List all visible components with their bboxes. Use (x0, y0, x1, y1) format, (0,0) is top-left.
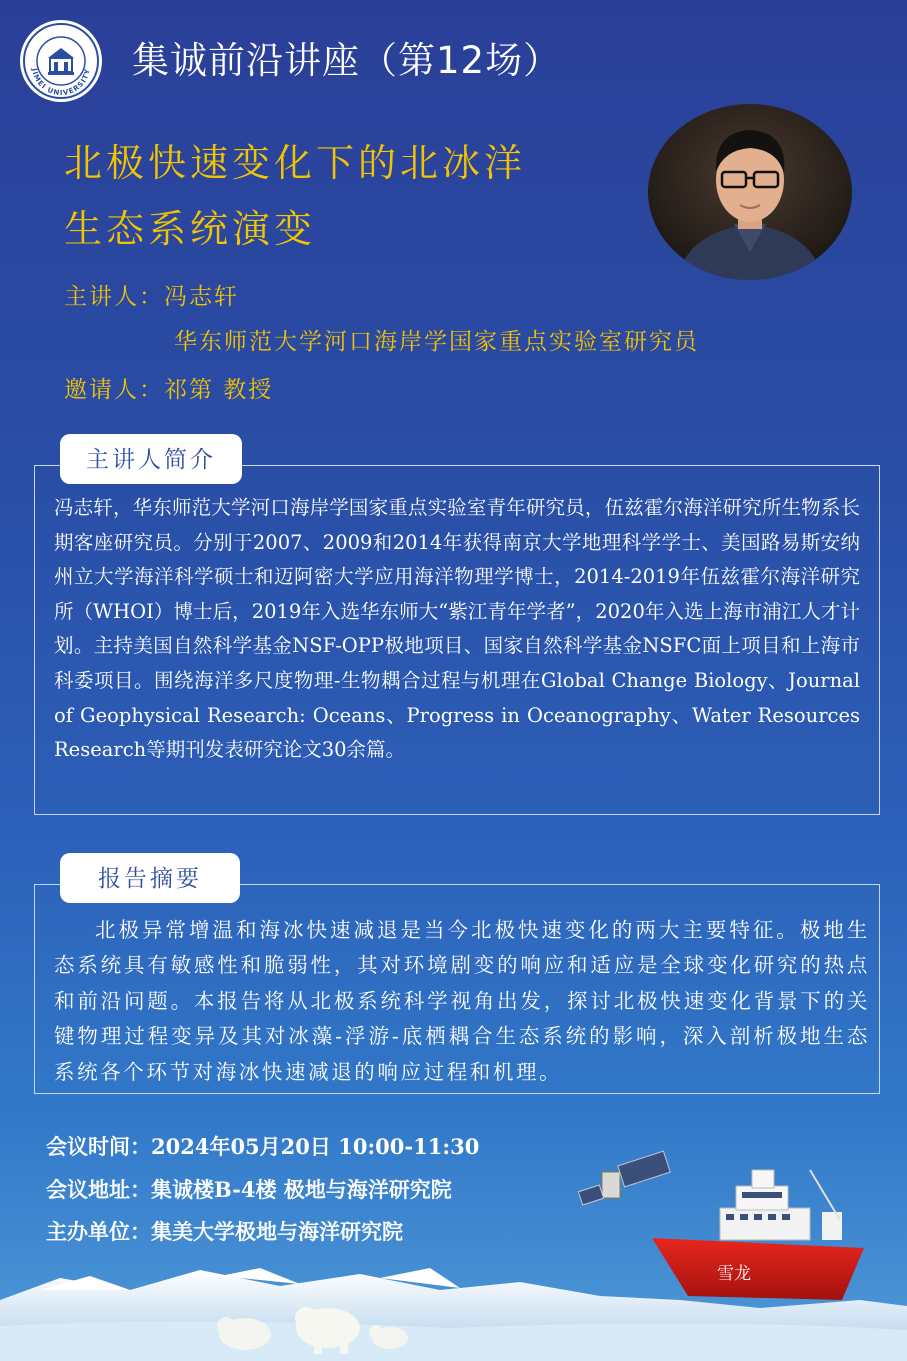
talk-title-line-1: 北极快速变化下的北冰洋 (64, 141, 527, 185)
meeting-time-value: 2024年05月20日 10:00-11:30 (151, 1134, 480, 1159)
meeting-host-label: 主办单位： (46, 1220, 151, 1244)
meeting-place (46, 1174, 452, 1204)
meeting-time-label: 会议时间： (46, 1135, 151, 1159)
meeting-time (46, 1131, 479, 1161)
abstract-text: 北极异常增温和海冰快速减退是当今北极快速变化的两大主要特征。极地生态系统具有敏感性和脆弱性，其对环境剧变的响应和适应是全球变化研究的热点和前沿问题。本报告将从北极系统科学视角出发，探讨北极快速变化背景下的关键物理过程变异及其对冰藻-浮游-底栖耦合生态系统的影响，深入剖析极地生态系统各个环节对海冰快速减退的响应过程和机理。 (54, 918, 870, 1084)
speaker-affiliation: 华东师范大学河口海岸学国家重点实验室研究员 (174, 329, 699, 355)
bio-text: 冯志轩，华东师范大学河口海岸学国家重点实验室青年研究员，伍兹霍尔海洋研究所生物系长期客座研究员。分别于2007、2009和2014年获得南京大学地理科学学士、美国路易斯安纳州立大学海洋科学硕士和迈阿密大学应用海洋物理学博士，2014-2019年伍兹霍尔海洋研究所（WHOI）博士后，2019年入选华东师大“紫江青年学者”，2020年入选上海市浦江人才计划。主持美国自然科学基金NSF-OPP极地项目、国家自然科学基金NSFC面上项目和上海市科委项目。围绕海洋多尺度物理-生物耦合过程与机理在Global Change Biology、Journal of Geophysical Research: Oceans、Progress in Oceanography、Water Resources Research等期刊发表研究论文30余篇。 (54, 496, 860, 762)
satellite-icon (578, 1151, 670, 1205)
talk-title-line-2: 生态系统演变 (64, 207, 317, 251)
meeting-place-value: 集诚楼B-4楼 极地与海洋研究院 (151, 1177, 452, 1202)
series-title: 集诚前沿讲座（第12场） (132, 39, 562, 82)
meeting-place-label: 会议地址： (46, 1178, 151, 1202)
ship-name: 雪龙 (717, 1264, 751, 1284)
speaker-line: 主讲人：冯志轩 (64, 284, 239, 310)
speaker-portrait-icon (646, 102, 854, 282)
meeting-host (46, 1216, 403, 1246)
abstract-tab: 报告摘要 (60, 853, 240, 903)
inviter-line: 邀请人：祁第 教授 (64, 377, 274, 403)
logo-text: JIMEI UNIVERSITY (30, 67, 92, 98)
icebreaker-ship-icon (652, 1170, 864, 1300)
jimei-university-seal-icon (18, 18, 104, 104)
meeting-host-value: 集美大学极地与海洋研究院 (151, 1219, 403, 1244)
bio-tab: 主讲人简介 (60, 434, 242, 484)
